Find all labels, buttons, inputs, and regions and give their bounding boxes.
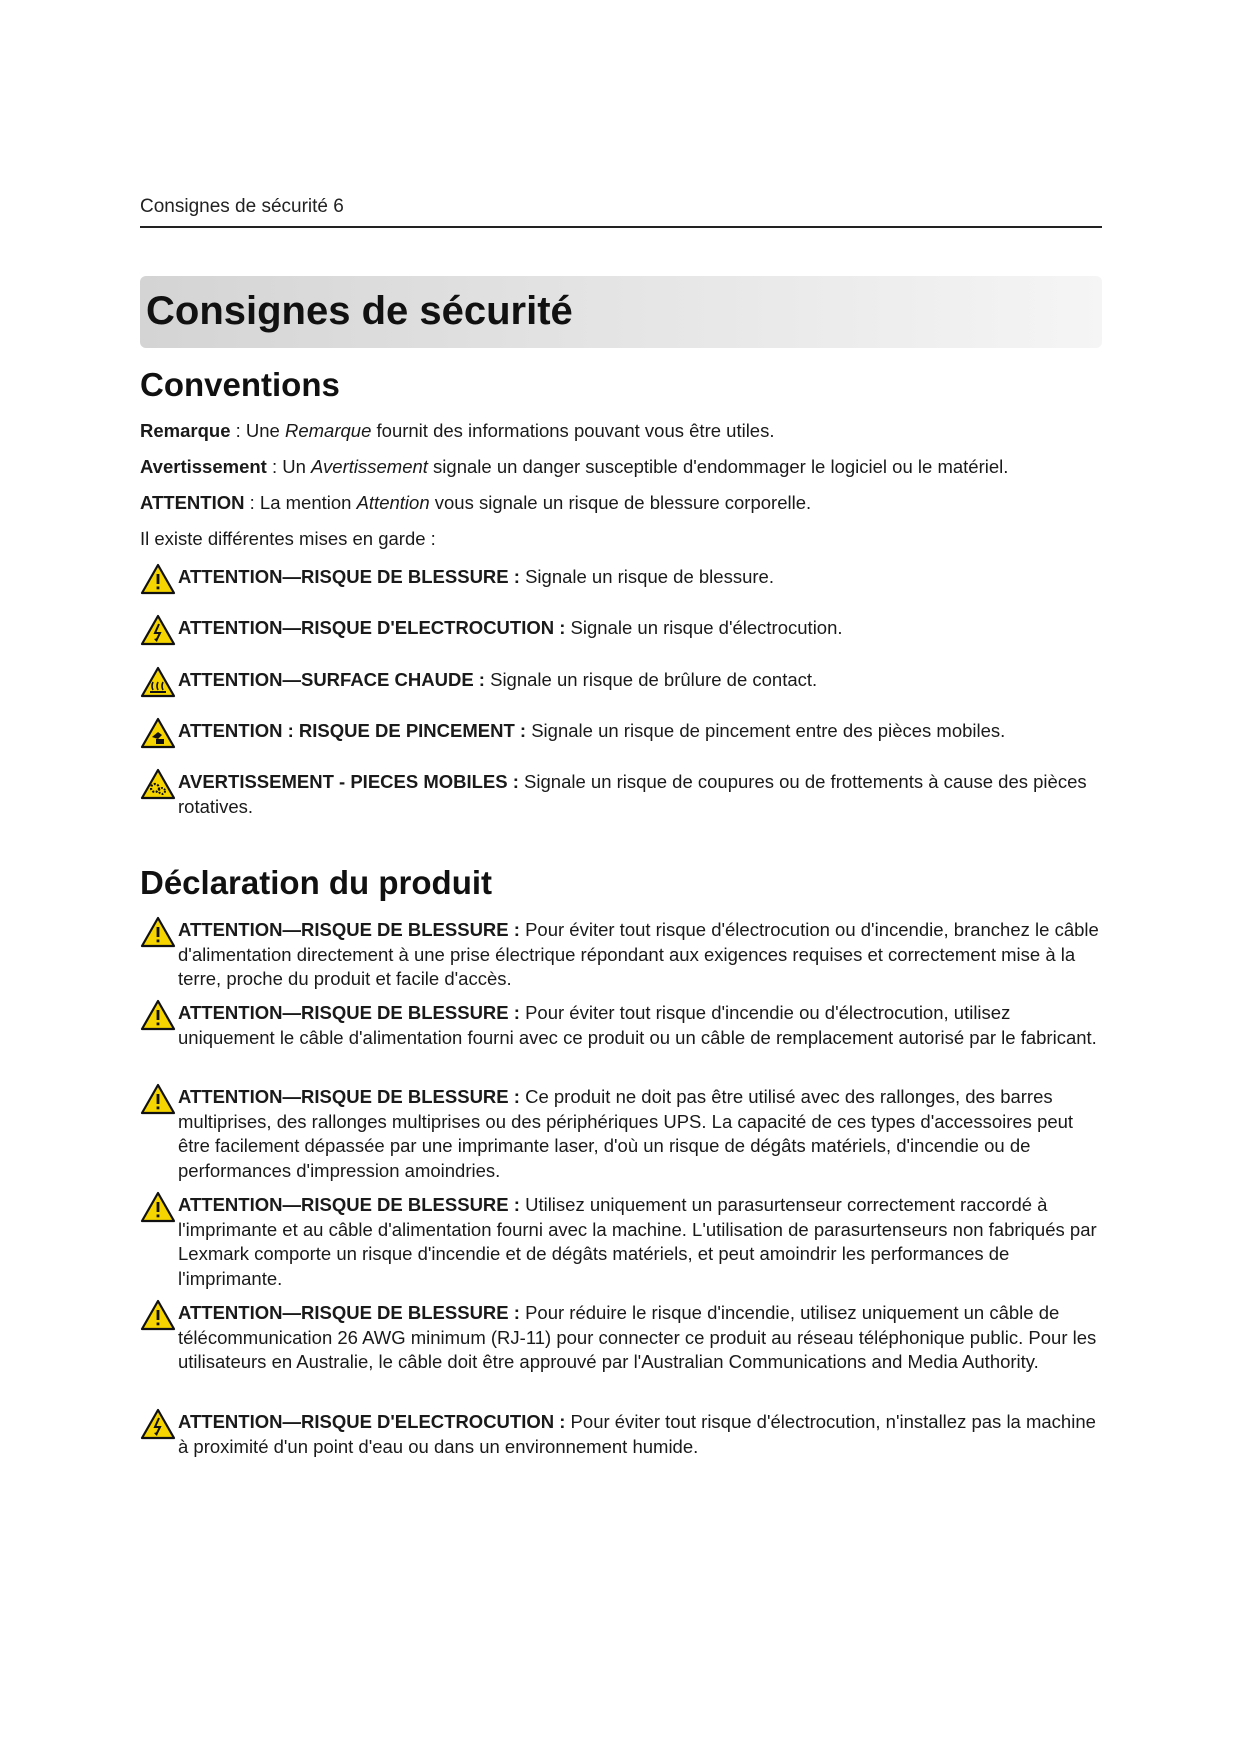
declaration-warning bbox=[140, 1085, 1102, 1183]
note-label: Remarque bbox=[140, 420, 231, 441]
warning-label: ATTENTION—SURFACE CHAUDE : bbox=[178, 669, 485, 690]
convention-warning-hot-surface bbox=[140, 668, 1102, 693]
injury-warning-icon bbox=[140, 999, 176, 1031]
warning-label: ATTENTION—RISQUE DE BLESSURE : bbox=[178, 919, 520, 940]
warning-text: Ce produit ne doit pas être utilisé avec des rallonges, des barres multiprises, des rallonges multiprises ou des périphériques UPS. La capacité de ces types d'accessoires peut être facilement dépassée par une imprimante laser, d'où un risque de dégâts matériels, d'incendie ou de performances d'impression amoindries. bbox=[178, 1086, 1074, 1181]
warning-label: ATTENTION—RISQUE DE BLESSURE : bbox=[178, 1086, 520, 1107]
injury-warning-icon bbox=[140, 1299, 176, 1331]
note-label: ATTENTION bbox=[140, 492, 245, 513]
warning-text: Pour éviter tout risque d'électrocution, n'installez pas la machine à proximité d'un point d'eau ou dans un environnement humide. bbox=[178, 1411, 1096, 1457]
warning-label: AVERTISSEMENT - PIECES MOBILES : bbox=[178, 771, 519, 792]
declaration-warning bbox=[140, 1001, 1102, 1050]
note-text: vous signale un risque de blessure corporelle. bbox=[429, 492, 812, 513]
note-term: Remarque bbox=[284, 420, 372, 441]
pinch-warning-icon bbox=[140, 717, 176, 749]
note-text: fournit des informations pouvant vous être utiles. bbox=[371, 420, 775, 441]
note-sep: : Une bbox=[230, 420, 285, 441]
warning-text: Pour réduire le risque d'incendie, utilisez uniquement un câble de télécommunication 26 AWG minimum (RJ-11) pour connecter ce produit au réseau téléphonique public. Pour les utilisateurs en Australie, le câble doit être approuvé par l'Australian Communications and Media Authority. bbox=[178, 1302, 1097, 1372]
declaration-warning bbox=[140, 1193, 1102, 1291]
warning-text: Pour éviter tout risque d'électrocution ou d'incendie, branchez le câble d'alimentation directement à une prise électrique répondant aux exigences requises et correctement mise à la terre, proche du produit et facile d'accès. bbox=[178, 919, 1099, 989]
warning-label: ATTENTION—RISQUE D'ELECTROCUTION : bbox=[178, 617, 566, 638]
convention-warning-electric bbox=[140, 616, 1102, 641]
convention-warning-pinch bbox=[140, 719, 1102, 744]
note-label: Avertissement bbox=[140, 456, 267, 477]
warning-text: Signale un risque d'électrocution. bbox=[565, 617, 843, 638]
warning-label: ATTENTION—RISQUE DE BLESSURE : bbox=[178, 1302, 520, 1323]
section-heading-declaration: Déclaration du produit bbox=[140, 864, 493, 901]
warning-label: ATTENTION—RISQUE DE BLESSURE : bbox=[178, 1194, 520, 1215]
declaration-warning bbox=[140, 918, 1102, 992]
warning-label: ATTENTION—RISQUE DE BLESSURE : bbox=[178, 1002, 520, 1023]
injury-warning-icon bbox=[140, 1191, 176, 1223]
warning-label: ATTENTION—RISQUE D'ELECTROCUTION : bbox=[178, 1411, 566, 1432]
note-remarque bbox=[140, 419, 1102, 443]
note-sep: : La mention bbox=[244, 492, 357, 513]
declaration-warning bbox=[140, 1410, 1102, 1459]
injury-warning-icon bbox=[140, 563, 176, 595]
hot-surface-warning-icon bbox=[140, 666, 176, 698]
note-text: signale un danger susceptible d'endommager le logiciel ou le matériel. bbox=[427, 456, 1009, 477]
warning-text: Utilisez uniquement un parasurtenseur correctement raccordé à l'imprimante et au câble d'alimentation fourni avec la machine. L'utilisation de parasurtenseurs non fabriqués par Lexmark comporte un risque d'incendie et de dégâts matériels, et peut amoindrir les performances de l'imprimante. bbox=[178, 1194, 1097, 1289]
injury-warning-icon bbox=[140, 1083, 176, 1115]
warning-text: Signale un risque de coupures ou de frottements à cause des pièces rotatives. bbox=[178, 771, 1087, 817]
note-sep: : Un bbox=[266, 456, 312, 477]
electric-shock-warning-icon bbox=[140, 614, 176, 646]
note-term: Attention bbox=[356, 492, 430, 513]
warning-text: Signale un risque de pincement entre des pièces mobiles. bbox=[526, 720, 1006, 741]
moving-parts-warning-icon bbox=[140, 768, 176, 800]
warning-text: Signale un risque de blessure. bbox=[519, 566, 774, 587]
convention-warning-injury bbox=[140, 565, 1102, 590]
warning-text: Signale un risque de brûlure de contact. bbox=[484, 669, 818, 690]
warning-label: ATTENTION—RISQUE DE BLESSURE : bbox=[178, 566, 520, 587]
convention-warning-moving-parts bbox=[140, 770, 1102, 819]
warnings-intro: Il existe différentes mises en garde : bbox=[140, 528, 436, 549]
injury-warning-icon bbox=[140, 916, 176, 948]
warning-text: Pour éviter tout risque d'incendie ou d'électrocution, utilisez uniquement le câble d'alimentation fourni avec ce produit ou un câble de remplacement autorisé par le fabricant. bbox=[178, 1002, 1097, 1048]
warning-label: ATTENTION : RISQUE DE PINCEMENT : bbox=[178, 720, 527, 741]
running-header: Consignes de sécurité 6 bbox=[140, 196, 1102, 228]
declaration-warning bbox=[140, 1301, 1102, 1375]
note-term: Avertissement bbox=[311, 456, 428, 477]
chapter-title: Consignes de sécurité bbox=[146, 289, 573, 333]
chapter-title-band bbox=[140, 276, 1102, 348]
electric-shock-warning-icon bbox=[140, 1408, 176, 1440]
note-avertissement bbox=[140, 455, 1102, 479]
section-heading-conventions: Conventions bbox=[140, 366, 340, 403]
note-attention bbox=[140, 491, 1102, 515]
